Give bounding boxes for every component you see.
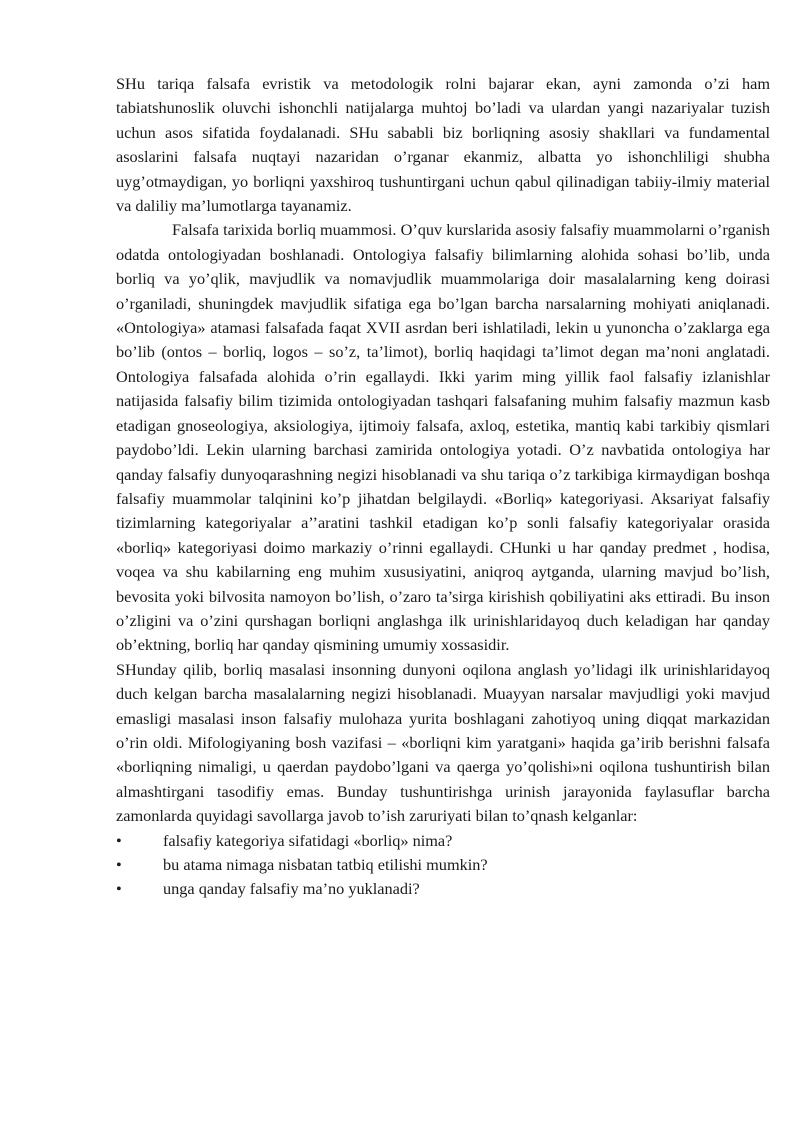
bullet-icon: • [116,879,122,899]
paragraph-intro: SHu tariqa falsafa evristik va metodologik rolni bajarar ekan, ayni zamonda o’zi ham tabiatshunoslik oluvchi ishonchli natijalarga muhtoj bo’ladi va ulardan yangi nazariyalar tuzish uchun asos sifatida foydalanadi. SHu sababli biz borliqning asosiy shakllari va fundamental asoslarini falsafa nuqtayi nazaridan o’rganar ekanmiz, albatta yo ishonchliligi shubha uyg’otmaydigan, yo borliqni yaxshiroq tushuntirgani uchun qabul qilinadigan tabiiy-ilmiy material va daliliy ma’lumotlarga tayanamiz. [116,74,770,216]
document-page [116,72,770,902]
list-item [116,877,770,901]
paragraph-being-question: SHunday qilib, borliq masalasi insonning dunyoni oqilona anglash yo’lidagi ilk urinishlaridayoq duch kelgan barcha masalalarning negizi hisoblanadi. Muayyan narsalar mavjudligi yoki mavjud emasligi masalasi inson falsafiy mulohaza yurita boshlagani zahotiyoq uning diqqat markazidan o’rin oldi. Mifologiyaning bosh vazifasi – «borliqni kim yaratgani» haqida ga’irib berishni falsafa «borliqning nimaligi, u qaerdan paydobo’lgani va qaerga yo’qolishi»ni oqilona tushuntirish bilan almashtirgani tasodifiy emas. Bunday tushuntirishga urinish jarayonida faylasuflar barcha zamonlarda quyidagi savollarga javob to’ish zaruriyati bilan to’qnash kelganlar: [116,659,770,826]
list-item-text: unga qanday falsafiy ma’no yuklanadi? [163,879,420,899]
bullet-icon: • [116,830,122,850]
list-item [116,829,770,853]
question-list [116,829,770,902]
list-item-text: falsafiy kategoriya sifatidagi «borliq» nima? [163,830,453,850]
list-item [116,853,770,877]
bullet-icon: • [116,855,122,874]
paragraph-ontology: Falsafa tarixida borliq muammosi. O’quv kurslarida asosiy falsafiy muammolarni o’rganish odatda ontologiyadan boshlanadi. Ontologiya falsafiy bilimlarning alohida sohasi bo’lib, unda borliq va yo’qlik, mavjudlik va nomavjudlik muammolariga doir masalalarning keng doirasi o’rganiladi, shuningdek mavjudlik sifatiga ega bo’lgan barcha narsalarning mohiyati aniqlanadi. «Ontologiya» atamasi falsafada faqat XVII asrdan beri ishlatiladi, lekin u yunoncha o’zaklarga ega bo’lib (ontos – borliq, logos – so’z, ta’limot), borliq haqidagi ta’limot degan ma’noni anglatadi. Ontologiya falsafada alohida o’rin egallaydi. Ikki yarim ming yillik faol falsafiy izlanishlar natijasida falsafiy bilim tizimida ontologiyadan tashqari falsafaning muhim falsafiy mazmun kasb etadigan gnoseologiya, aksiologiya, ijtimoiy falsafa, axloq, estetika, mantiq kabi tarkibiy qismlari paydobo’ldi. Lekin ularning barchasi zamirida ontologiya yotadi. O’z navbatida ontologiya har qanday falsafiy dunyoqarashning negizi hisoblanadi va shu tariqa o’z tarkibiga kirmaydigan boshqa falsafiy muammolar talqinini ko’p jihatdan belgilaydi. «Borliq» kategoriyasi. Aksariyat falsafiy tizimlarning kategoriyalar a’’aratini tashkil etadigan ko’p sonli falsafiy kategoriyalar orasida «borliq» kategoriyasi doimo markaziy o’rinni egallaydi. CHunki u har qanday predmet , hodisa, voqea va shu kabilarning eng muhim xususiyatini, aniqroq aytganda, ularning mavjud bo’lish, bevosita yoki bilvosita namoyon bo’lish, o’zaro ta’sirga kirishish qobiliyatini aks ettiradi. Bu inson o’zligini va o’zini qurshagan borliqni anglashga ilk urinishlaridayoq duch keladigan har qanday ob’ektning, borliq har qanday qismining umumiy xossasidir. [116,220,770,655]
list-item-text: bu atama nimaga nisbatan tatbiq etilishi mumkin? [163,855,488,874]
